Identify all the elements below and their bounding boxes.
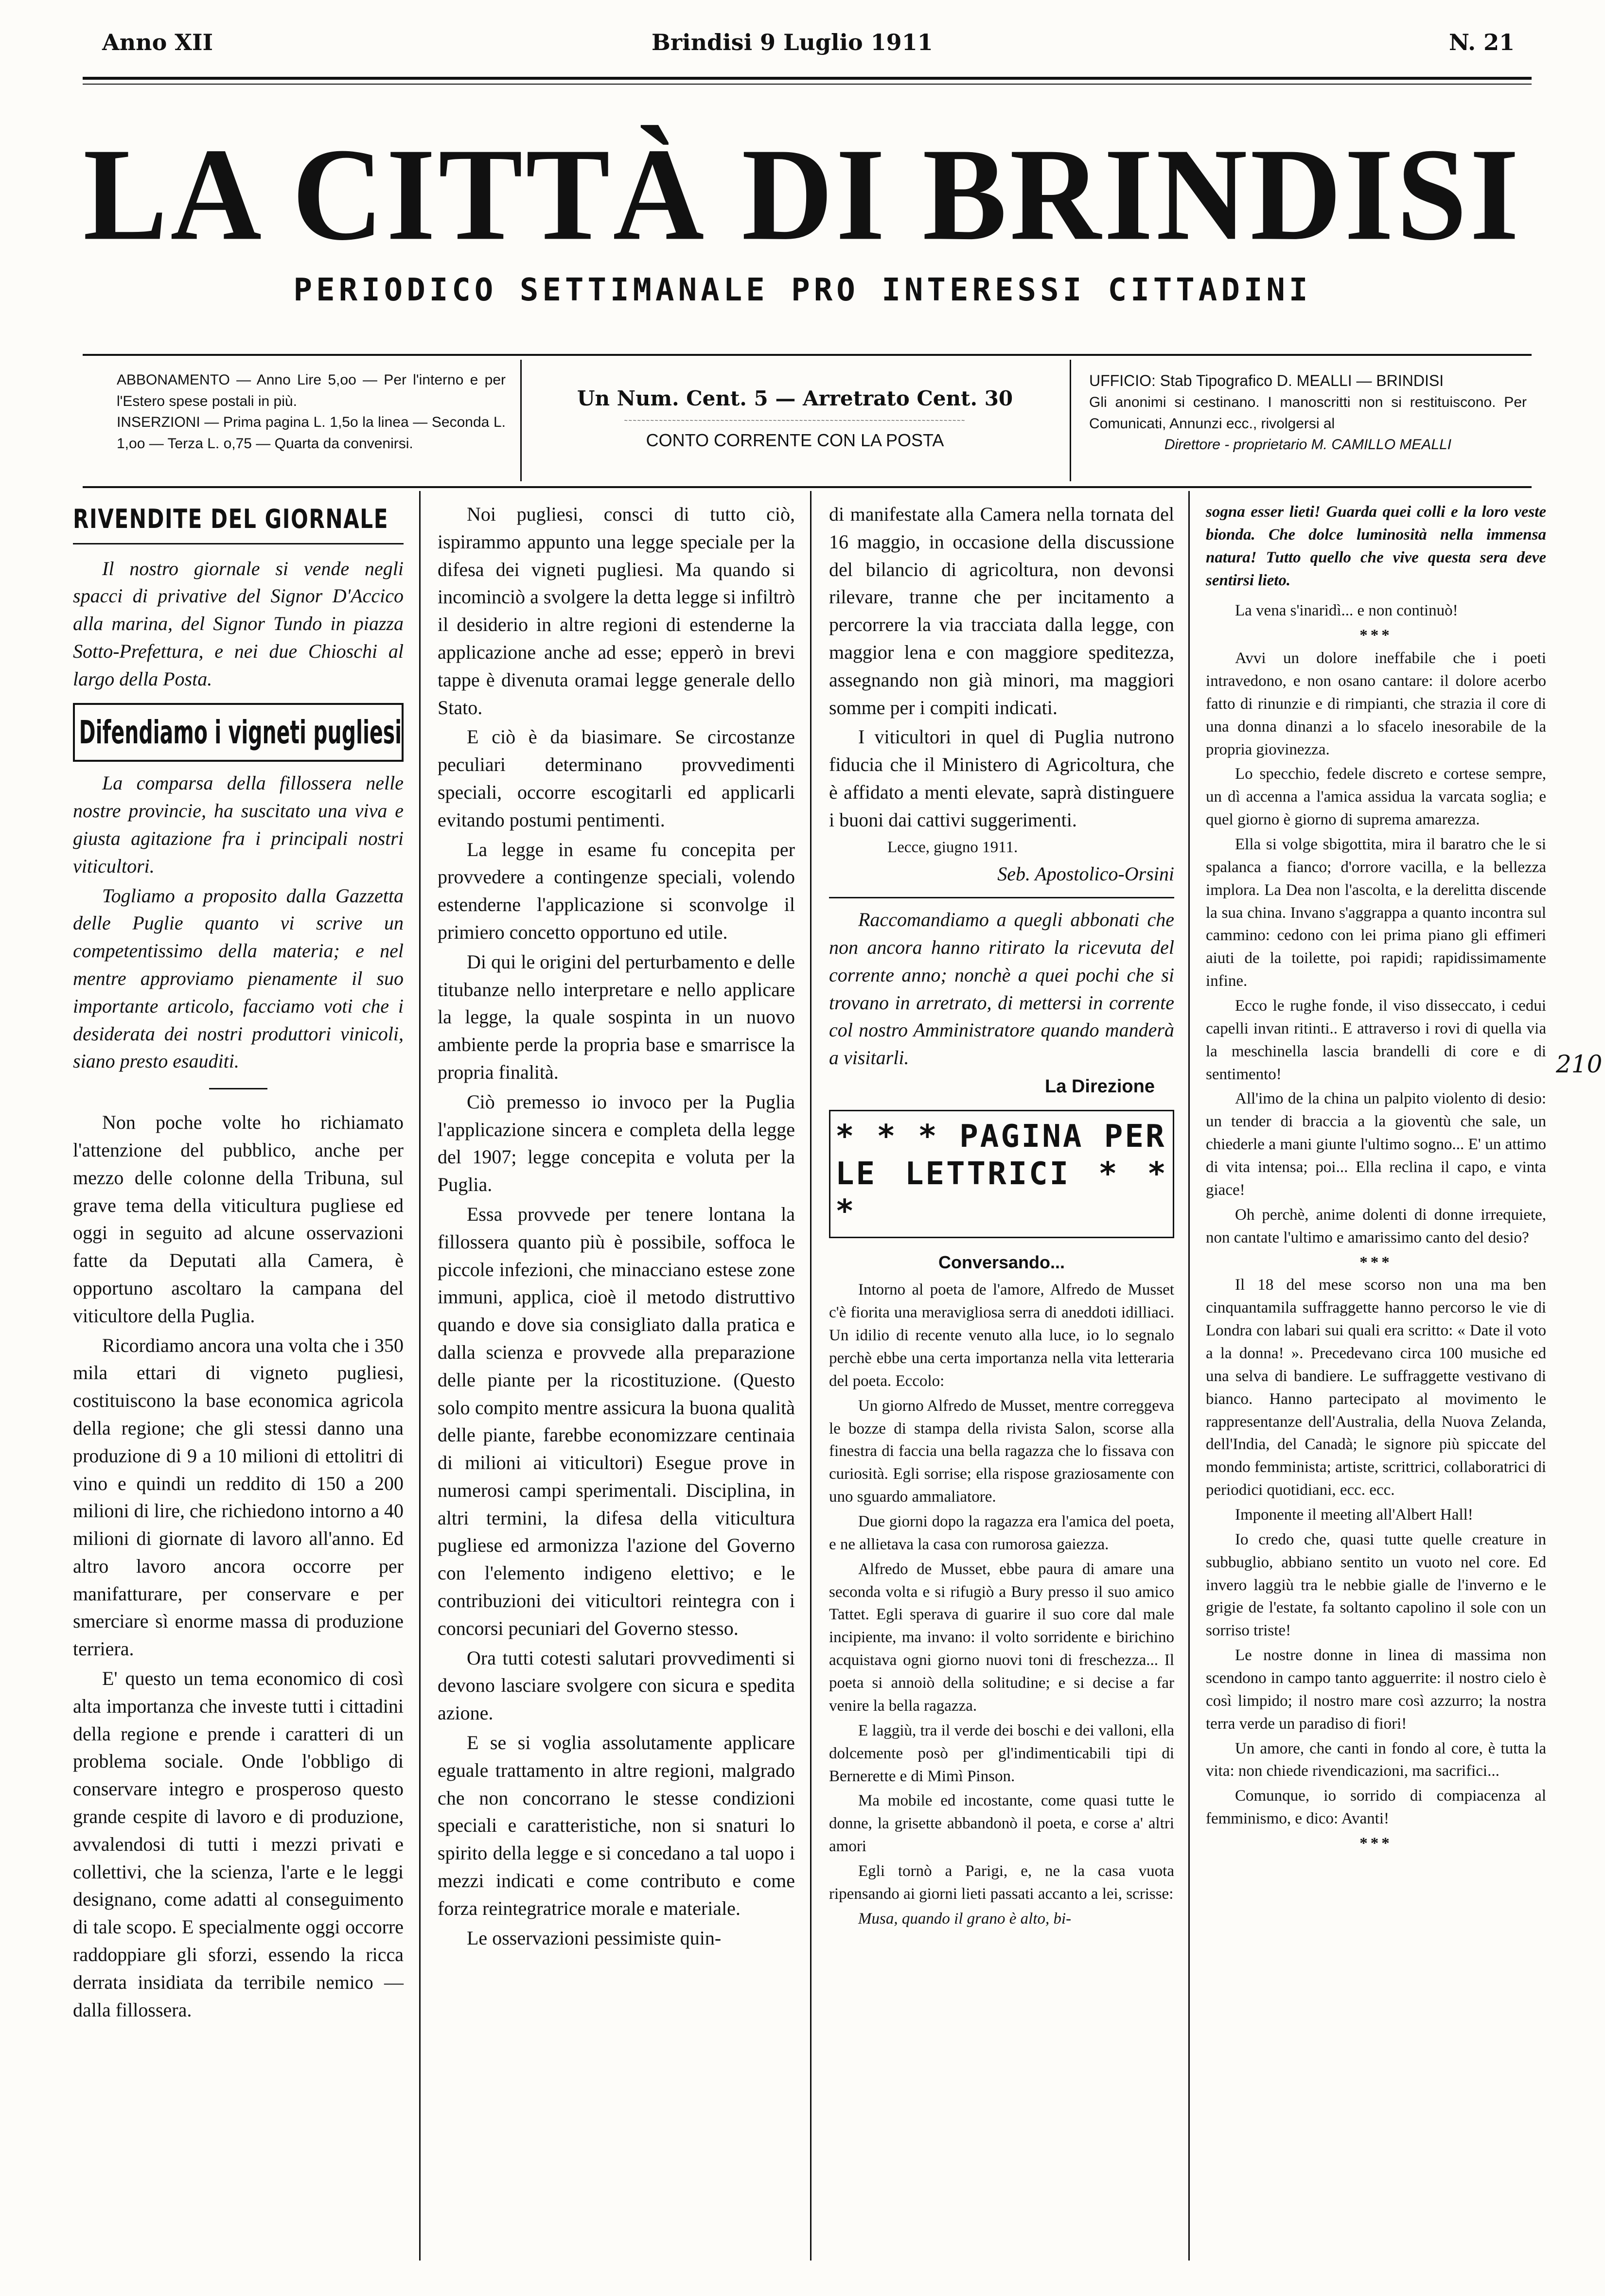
article-paragraph: I viticultori in quel di Puglia nutrono fiducia che il Ministero di Agricoltura, che è affidato a menti elevate, saprà distinguere i buoni dai cattivi suggerimenti. (829, 726, 1174, 831)
article-paragraph: Ricordiamo ancora una volta che i 350 mila ettari di vigneto pugliesi, costituiscono la base economica agricola della regione; che gli stessi danno una produzione di 9 a 10 milioni di ettolitri di vino e quindi un reddito di 150 a 200 milioni di lire, che richiedono intorno a 40 milioni di giornate di lavoro all'anno. Ed altro lavoro ancora occorre per manifatturare, per conservare e per smerciare sì enorme massa di produzione terriera. (73, 1334, 404, 1660)
price-box (540, 384, 1050, 453)
article-intro-1: La comparsa della fillossera nelle nostre provincie, ha suscitato una viva e giusta agitazione fra i principali nostri viticultori. (73, 772, 404, 877)
place-date: Lecce, giugno 1911. (887, 838, 1018, 856)
column-divider-2 (810, 491, 811, 2261)
essay-paragraph: Imponente il meeting all'Albert Hall! (1235, 1506, 1473, 1524)
essay-paragraph: Avvi un dolore ineffabile che i poeti intravedono, e non osano cantare: il dolore acerbo fatto di rinunzie e di rimpianti, che strazia il core di una donna dinanzi a lo sfacelo inesorabile de la propria giovinezza. (1206, 649, 1546, 758)
rivendite-heading: RIVENDITE DEL GIORNALE (73, 504, 389, 534)
postal-account-text: CONTO CORRENTE CON LA POSTA (646, 430, 944, 451)
article-intro-2: Togliamo a proposito dalla Gazzetta delle Puglie quanto vi scrive un competentissimo della materia; e nel mentre approviamo pienamente il suo importante articolo, facciamo voti che i desiderata dei nostri produttori vinicoli, siano presto esauditi. (73, 884, 404, 1072)
subscription-text: ABBONAMENTO — Anno Lire 5,oo — Per l'interno e per l'Estero spese postali in più. (117, 372, 506, 409)
essay-paragraph: Oh perchè, anime dolenti di donne irrequiete, non cantate l'ultimo e amarissimo canto del desio? (1206, 1206, 1546, 1246)
ladies-page-box (829, 1110, 1174, 1238)
rivendite-rule (73, 543, 404, 544)
essay-paragraph: Le nostre donne in linea di massima non scendono in campo tanto agguerrite: il nostro cielo è così limpido; il nostro mare così azzurro; la nostra terra verde un paradiso di fiori! (1206, 1647, 1546, 1733)
article-paragraph: di manifestate alla Camera nella tornata del 16 maggio, in occasione della discussione del bilancio di agricoltura, non devonsi rilevare, tranne che per incitamento a percorrere la via tracciata dalla legge, con maggior lena e con maggiore speditezza, assegnando non già minori, ma maggiori somme per i compiti indicati. (829, 503, 1174, 719)
story-paragraph: Musa, quando il grano è alto, bi- (858, 1910, 1072, 1928)
essay-paragraph: Ella si volge sbigottita, mira il baratro che le si spalanca a fianco; d'orrore vacilla, e la bellezza implora. La Dea non l'ascolta, e la derelitta discende la sua china. Invano s'aggrappa a quanto incontra sul cammino: cedono con lei prima piano gli effimeri aiuti de la toilette, poi rapidi; rapidissimamente infine. (1206, 836, 1546, 990)
ladies-page-title-2: LE LETTRICI * * * (835, 1156, 1168, 1229)
wavy-rule: ~~~~~~~~~~~~~~~~~~~~~~~~~~~~~~~~~~~~~~~~~~~~~~~~~~~~~~~~~~~~~~~~~~~~~~~~~~~~~~ (624, 417, 966, 424)
story-paragraph: Un giorno Alfredo de Musset, mentre correggeva le bozze di stampa della rivista Salon, scorse alla finestra di faccia una bella ragazza che lo fissava con curiosità. Egli sorrise; ella rispose graziosamente con uno sguardo ammaliatore. (829, 1397, 1174, 1506)
issue-date: Brindisi 9 Luglio 1911 (652, 29, 933, 55)
article-paragraph: E ciò è da biasimare. Se circostanze peculiari determinano provvedimenti speciali, occorre escogitarli ed applicarli evitando postumi pentimenti. (438, 726, 795, 831)
story-paragraph: Egli tornò a Parigi, e, ne la casa vuota ripensando ai giorni lieti passati accanto a lei, scrisse: (829, 1862, 1174, 1903)
section-stars: *** (1359, 1253, 1393, 1271)
office-box (1089, 369, 1527, 456)
column-divider-1 (419, 491, 421, 2261)
story-paragraph: sogna esser lieti! Guarda quei colli e la loro veste bionda. Che dolce luminosità nella immensa natura! Tutto quello che vive questa sera deve sentirsi lieto. (1206, 503, 1546, 589)
section-stars: *** (1359, 1834, 1393, 1852)
notice-signature: La Direzione (1045, 1076, 1155, 1097)
separator-rule (209, 1088, 267, 1089)
conversando-heading: Conversando... (938, 1252, 1065, 1273)
ladies-page-title-1: * * * PAGINA PER (835, 1118, 1166, 1155)
article-title-box (73, 703, 404, 762)
essay-paragraph: Comunque, io sorrido di compiacenza al femminismo, e dico: Avanti! (1206, 1787, 1546, 1828)
header-rule-thin (83, 84, 1532, 85)
essay-paragraph: Ecco le rughe fonde, il viso disseccato, i cedui capelli invan ritinti.. E attraverso i rovi di quella via la meschinella lascia brandelli di core e di sentimento! (1206, 997, 1546, 1083)
column-4 (1206, 501, 1546, 1855)
info-rule-top (83, 354, 1532, 356)
essay-paragraph: All'imo de la china un palpito violento di desio: un tender di braccia a la gioventù che sale, un chiederle a mani giunte l'ultimo sogno... E' un attimo di vita intensa; poi... Ella reclina il capo, e vinta giace! (1206, 1090, 1546, 1199)
subscription-box (117, 369, 506, 454)
rivendite-text: Il nostro giornale si vende negli spacci di privative del Signor D'Accico alla marina, del Signor Tundo in piazza Sotto-Prefettura, e nei due Chioschi al largo della Posta. (73, 557, 404, 690)
info-divider-right (1070, 360, 1071, 481)
essay-paragraph: Io credo che, quasi tutte quelle creature in subbuglio, abbiano sentito un vuoto nel core. Ed invero laggiù tra le nebbie gialle de l'inverno e le grigie de l'estate, fa soltanto capolino il sole con un sorriso triste! (1206, 1530, 1546, 1640)
column-divider-3 (1188, 491, 1190, 2261)
article-paragraph: Ciò premesso io invoco per la Puglia l'applicazione sincera e completa della legge del 1907; legge concepita e voluta per la Puglia. (438, 1090, 795, 1196)
notice-rule (829, 897, 1174, 898)
section-stars: *** (1359, 627, 1393, 645)
article-paragraph: E' questo un tema economico di così alta importanza che investe tutti i cittadini della regione e prende i caratteri di un problema sociale. Onde l'obbligo di conservare integro e prosperoso questo grande cespite di lavoro e di produzione, avvalendosi di tutti i mezzi privati e collettivi, che la scienza, l'arte e le leggi designano, come adatti al conseguimento di tale scopo. E specialmente oggi occorre raddoppiare gli sforzi, essendo la ricca derrata insidiata da terribile nemico — dalla fillossera. (73, 1667, 404, 2021)
subscription-notice: Raccomandiamo a quegli abbonati che non ancora hanno ritirato la ricevuta del corrente anno; nonchè a quei pochi che si trovano in arretrato, di mettersi in corrente col nostro Amministratore quando manderà a visitarli. (829, 909, 1174, 1069)
info-rule-bottom (83, 486, 1532, 488)
director-text: Direttore - proprietario M. CAMILLO MEALLI (1164, 437, 1452, 453)
story-paragraph: E laggiù, tra il verde dei boschi e dei valloni, ella dolcemente posò per gl'indimenticabili tipi di Bernerette e di Mimì Pinson. (829, 1721, 1174, 1785)
issue-number: N. 21 (1449, 29, 1515, 55)
column-3 (829, 501, 1174, 1932)
office-notes: Gli anonimi si cestinano. I manoscritti non si restituiscono. Per Comunicati, Annunzi ecc., rivolgersi al (1089, 394, 1527, 432)
story-paragraph: Alfredo de Musset, ebbe paura di amare una seconda volta e si rifugiò a Bury presso il suo amico Tattet. Egli sperava di guarire il suo core dal male incipiente, ma invano: il volto sorridente e birichino acquistava ogni giorno nuovi toni di freschezza... Il poeta si annoiò della solitudine; e si decise a far venire la bella ragazza. (829, 1560, 1174, 1715)
article-paragraph: Di qui le origini del perturbamento e delle titubanze nello interpretare e nello applicare la legge, la quale sospinta in un nuovo ambiente perde la propria base e smarrisce la propria finalità. (438, 950, 795, 1083)
info-divider-left (520, 360, 522, 481)
story-paragraph: Due giorni dopo la ragazza era l'amica del poeta, e ne allietava la casa con rumorosa gaiezza. (829, 1513, 1174, 1553)
story-paragraph: Ma mobile ed incostante, come quasi tutte le donne, la grisette abbandonò il poeta, e corse a' altri amori (829, 1792, 1174, 1856)
essay-paragraph: Un amore, che canti in fondo al core, è tutta la vita: non chiede rivendicazioni, ma sacrifici... (1206, 1739, 1546, 1780)
header-rule-thick (83, 77, 1532, 80)
article-paragraph: Essa provvede per tenere lontana la fillossera quanto più è possibile, soffoca le piccole infezioni, che minacciano estese zone immuni, applica, cioè il metodo distruttivo quando e dove sia consigliato dalla pratica e dalla scienza e provvede alla preparazione delle piante per la ricostituzione. (Questo solo compito mentre assicura la buona qualità delle piante, farebbe economizzare centinaia di milioni ai viticultori) Esegue prove in numerosi campi sperimentali. Disciplina, in altri termini, la difesa della viticultura pugliese ed armonizza l'azione del Governo con l'elemento indigeno elettivo; e le contribuzioni dei viticultori reintegra con i concorsi pecuniari del Governo stesso. (438, 1203, 795, 1639)
article-paragraph: Non poche volte ho richiamato l'attenzione del pubblico, anche per mezzo delle colonne della Tribuna, sul grave tema della viticultura pugliese ed oggi in seguito ad alcune osservazioni fatte da Deputati alla Camera, è opportuno ascoltaro la campana del viticultore della Puglia. (73, 1111, 404, 1327)
article-paragraph: E se si voglia assolutamente applicare eguale trattamento in altre regioni, malgrado che non concorrano le stesse condizioni speciali e caratteristiche, non si snaturi lo spirito della legge e si concedano a tal uopo i mezzi indicati e come contributo e come forza reintegratrice morale e materiale. (438, 1732, 795, 1919)
article-paragraph: Le osservazioni pessimiste quin- (467, 1927, 722, 1949)
story-paragraph: Intorno al poeta de l'amore, Alfredo de Musset c'è fiorita una meravigliosa serra di aneddoti idilliaci. Un idilio di recente venuto alla luce, io lo segnalo perchè ebbe una certa importanza nella vita letteraria del poeta. Eccolo: (829, 1281, 1174, 1390)
year-label: Anno XII (102, 29, 213, 55)
essay-paragraph: Il 18 del mese scorso non una ma ben cinquantamila suffraggette hanno percorso le vie di Londra con labari sui quali era scritto: « Date il voto a la donna! ». Precedevano circa 100 musiche ed una selva di bandiere. Le suffraggette vestivano di bianco. Hanno partecipato al movimento le rappresentanze dell'Australia, della Nuova Zelanda, dell'India, del Canadà; le signore più spiccate del mondo femminista; artiste, scrittrici, collaboratrici di periodici quotidiani, ecc. ecc. (1206, 1276, 1546, 1499)
insertion-text: INSERZIONI — Prima pagina L. 1,5o la linea — Seconda L. 1,oo — Terza L. o,75 — Quarta da convenirsi. (117, 414, 506, 452)
column-1 (73, 501, 404, 2026)
article-title: Difendiamo i vigneti pugliesi (79, 713, 402, 751)
article-paragraph: Noi pugliesi, consci di tutto ciò, ispirammo appunto una legge speciale per la difesa dei vigneti pugliesi. Ma quando si incominciò a svolgere la detta legge si infiltrò il desiderio in altre regioni di estenderne la applicazione anche ad esse; epperò in brevi tappe è divenuta oramai legge generale dello Stato. (438, 503, 795, 719)
article-paragraph: La legge in esame fu concepita per provvedere a contingenze speciali, volendo estenderne l'applicazione si sconvolge il primiero concetto opportuno ed utile. (438, 838, 795, 943)
story-paragraph: La vena s'inaridì... e non continuò! (1235, 602, 1458, 620)
article-signature: Seb. Apostolico-Orsini (997, 863, 1174, 885)
price-text: Un Num. Cent. 5 — Arretrato Cent. 30 (577, 386, 1013, 410)
column-2 (438, 501, 795, 1954)
masthead-subtitle: PERIODICO SETTIMANALE PRO INTERESSI CITTADINI (293, 272, 1312, 308)
masthead-title: LA CITTÀ DI BRINDISI (83, 121, 1522, 268)
essay-paragraph: Lo specchio, fedele discreto e cortese sempre, un dì accenna a l'amica assidua la varcata soglia; e quel giorno è giorno di suprema amarezza. (1206, 765, 1546, 829)
office-text: UFFICIO: Stab Tipografico D. MEALLI — BRINDISI (1089, 372, 1444, 389)
margin-note: 210 (1556, 1050, 1603, 1078)
article-paragraph: Ora tutti cotesti salutari provvedimenti si devono lasciare svolgere con sicura e spedita azione. (438, 1647, 795, 1724)
